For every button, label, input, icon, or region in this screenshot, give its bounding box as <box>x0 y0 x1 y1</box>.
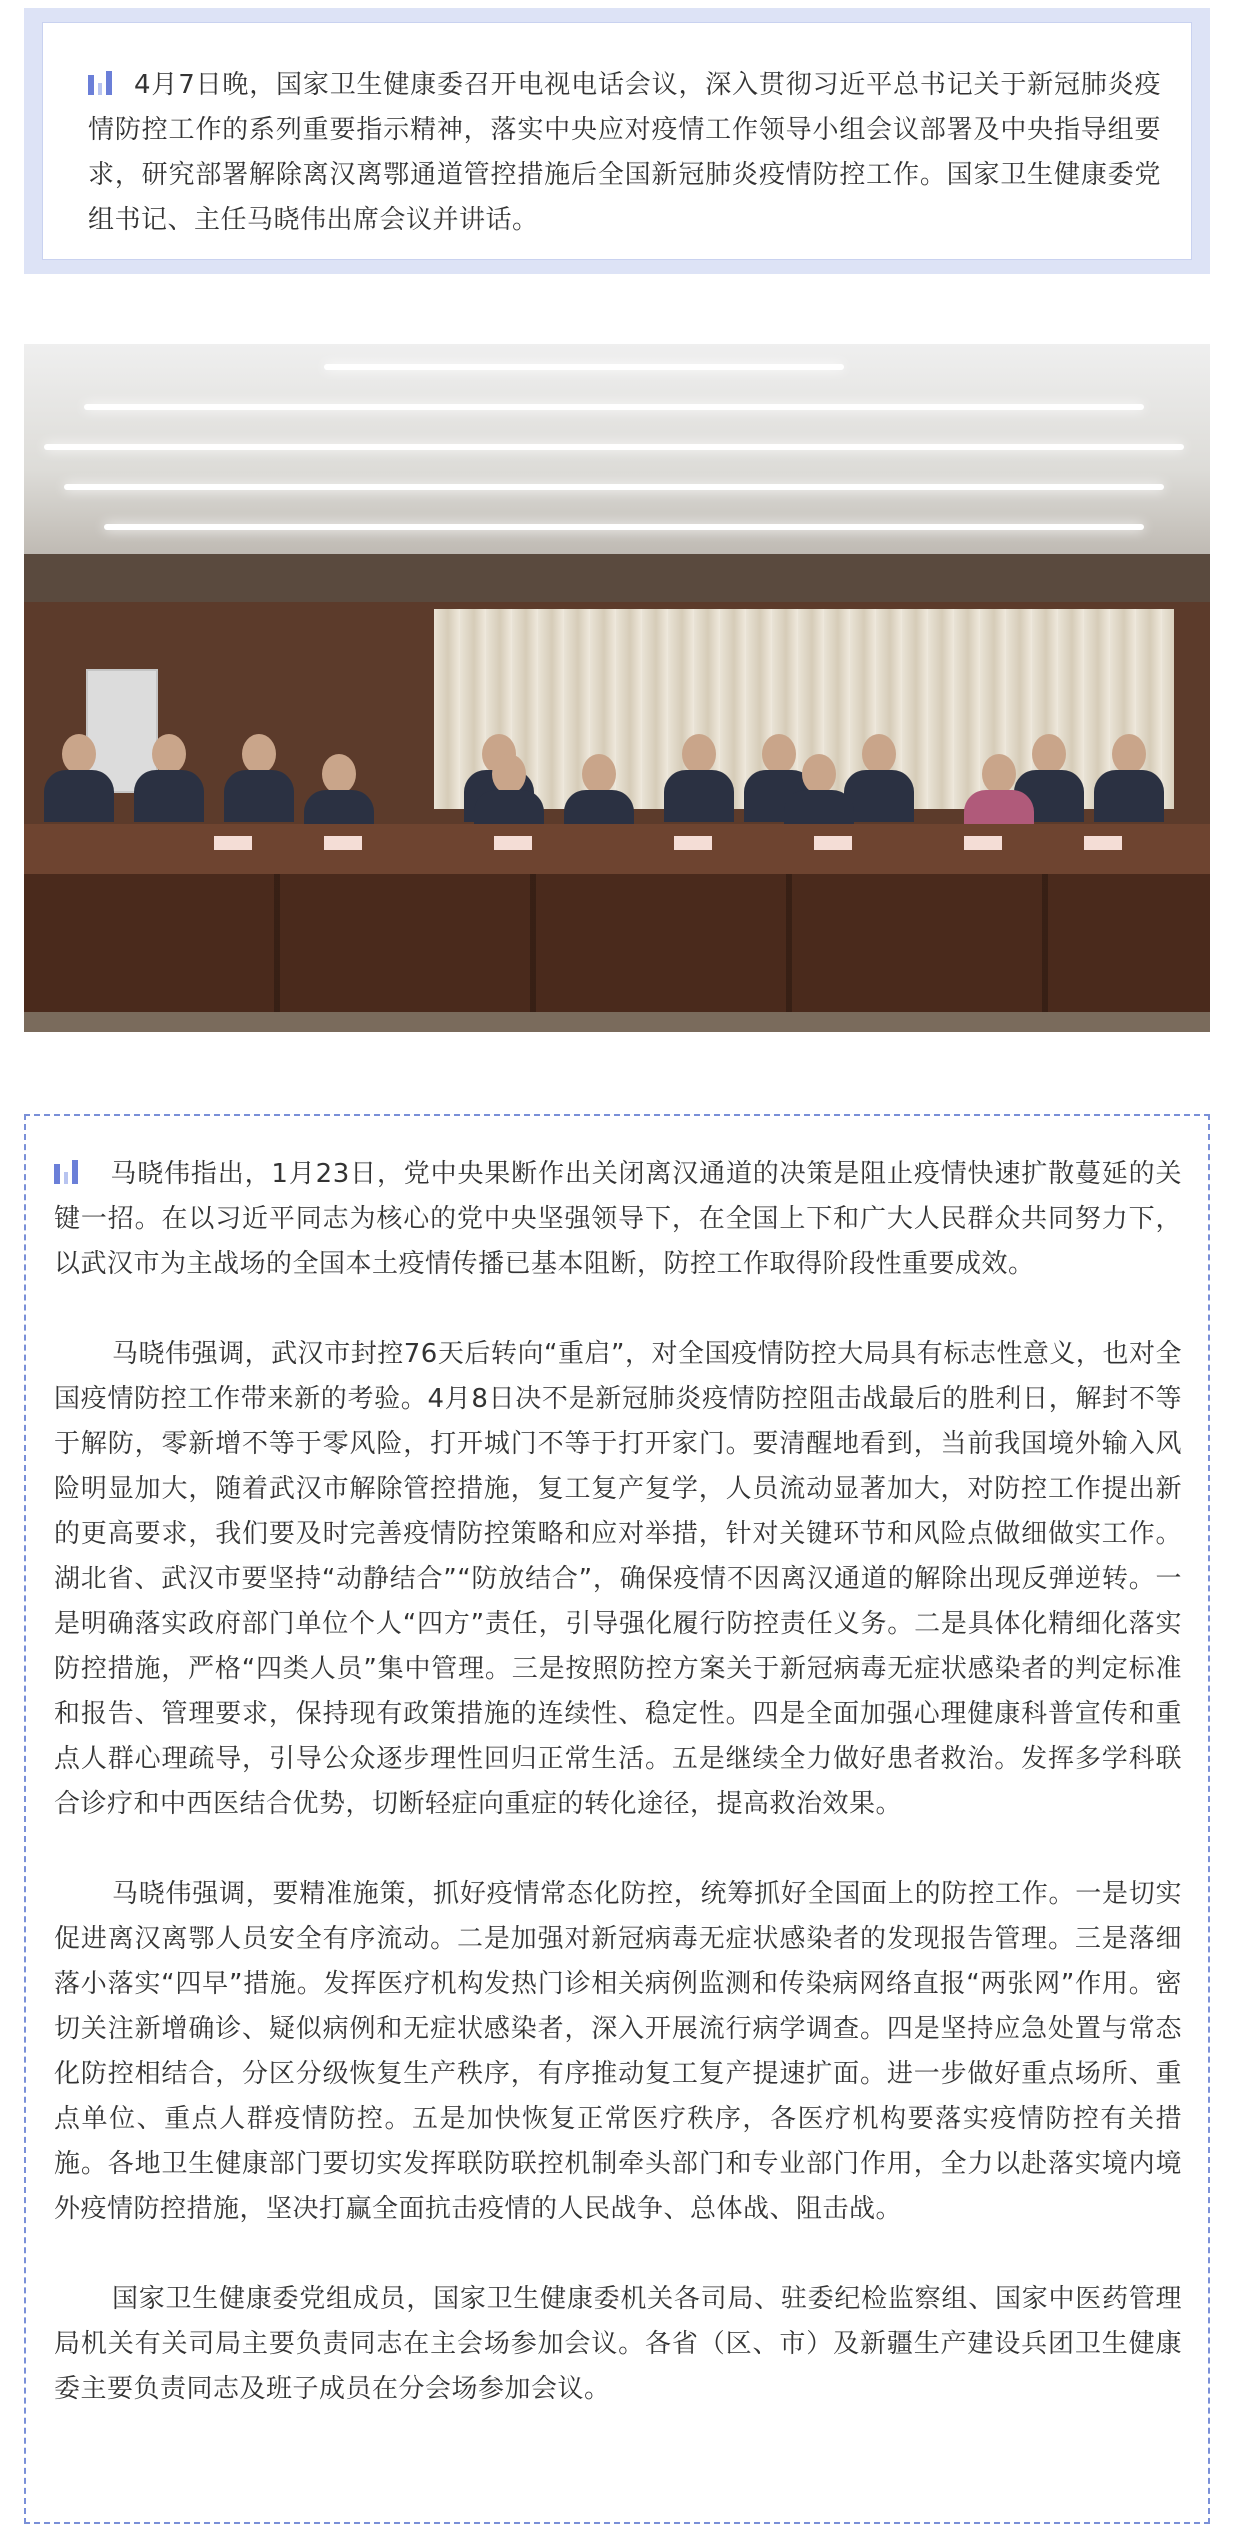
quote-bars-icon <box>54 1160 84 1184</box>
quote-bars-icon <box>88 71 118 95</box>
body-paragraph: 国家卫生健康委党组成员，国家卫生健康委机关各司局、驻委纪检监察组、国家中医药管理局机关有关司局主要负责同志在主会场参加会议。各省（区、市）及新疆生产建设兵团卫生健康委主要负责同志及班子成员在分会场参加会议。 <box>54 2284 1182 2404</box>
intro-text: 4月7日晚，国家卫生健康委召开电视电话会议，深入贯彻习近平总书记关于新冠肺炎疫情防控工作的系列重要指示精神，落实中央应对疫情工作领导小组会议部署及中央指导组要求，研究部署解除离汉离鄂通道管控措施后全国新冠肺炎疫情防控工作。国家卫生健康委党组书记、主任马晓伟出席会议并讲话。 <box>88 70 1161 235</box>
photo-table <box>24 824 1210 880</box>
body-paragraph: 马晓伟强调，武汉市封控76天后转向“重启”，对全国疫情防控大局具有标志性意义，也对全国疫情防控工作带来新的考验。4月8日决不是新冠肺炎疫情防控阻击战最后的胜利日，解封不等于解防，零新增不等于零风险，打开城门不等于打开家门。要清醒地看到，当前我国境外输入风险明显加大，随着武汉市解除管控措施，复工复产复学，人员流动显著加大，对防控工作提出新的更高要求，我们要及时完善疫情防控策略和应对举措，针对关键环节和风险点做细做实工作。湖北省、武汉市要坚持“动静结合”“防放结合”，确保疫情不因离汉通道的解除出现反弹逆转。一是明确落实政府部门单位个人“四方”责任，引导强化履行防控责任义务。二是具体化精细化落实防控措施，严格“四类人员”集中管理。三是按照防控方案关于新冠病毒无症状感染者的判定标准和报告、管理要求，保持现有政策措施的连续性、稳定性。四是全面加强心理健康科普宣传和重点人群心理疏导，引导公众逐步理性回归正常生活。五是继续全力做好患者救治。发挥多学科联合诊疗和中西医结合优势，切断轻症向重症的转化途径，提高救治效果。 <box>54 1339 1182 1819</box>
photo-valance <box>24 554 1210 602</box>
body-paragraph <box>54 1152 1182 1287</box>
photo-ceiling <box>24 344 1210 554</box>
intro-card-inner <box>42 22 1192 260</box>
paragraph-text: 马晓伟指出，1月23日，党中央果断作出关闭离汉通道的决策是阻止疫情快速扩散蔓延的关键一招。在以习近平同志为核心的党中央坚强领导下，在全国上下和广大人民群众共同努力下，以武汉市为主战场的全国本土疫情传播已基本阻断，防控工作取得阶段性重要成效。 <box>54 1159 1182 1279</box>
photo-floor <box>24 1012 1210 1032</box>
body-paragraph: 马晓伟强调，要精准施策，抓好疫情常态化防控，统筹抓好全国面上的防控工作。一是切实促进离汉离鄂人员安全有序流动。二是加强对新冠病毒无症状感染者的发现报告管理。三是落细落小落实“四早”措施。发挥医疗机构发热门诊相关病例监测和传染病网络直报“两张网”作用。密切关注新增确诊、疑似病例和无症状感染者，深入开展流行病学调查。四是坚持应急处置与常态化防控相结合，分区分级恢复生产秩序，有序推动复工复产提速扩面。进一步做好重点场所、重点单位、重点人群疫情防控。五是加快恢复正常医疗秩序，各医疗机构要落实疫情防控有关措施。各地卫生健康部门要切实发挥联防联控机制牵头部门和专业部门作用，全力以赴落实境内境外疫情防控措施，坚决打赢全面抗击疫情的人民战争、总体战、阻击战。 <box>54 1879 1182 2224</box>
intro-paragraph <box>88 63 1161 243</box>
photo-front-panel <box>24 874 1210 1014</box>
meeting-photo <box>24 344 1210 1032</box>
intro-card <box>24 8 1210 274</box>
main-content-box <box>24 1114 1210 2524</box>
